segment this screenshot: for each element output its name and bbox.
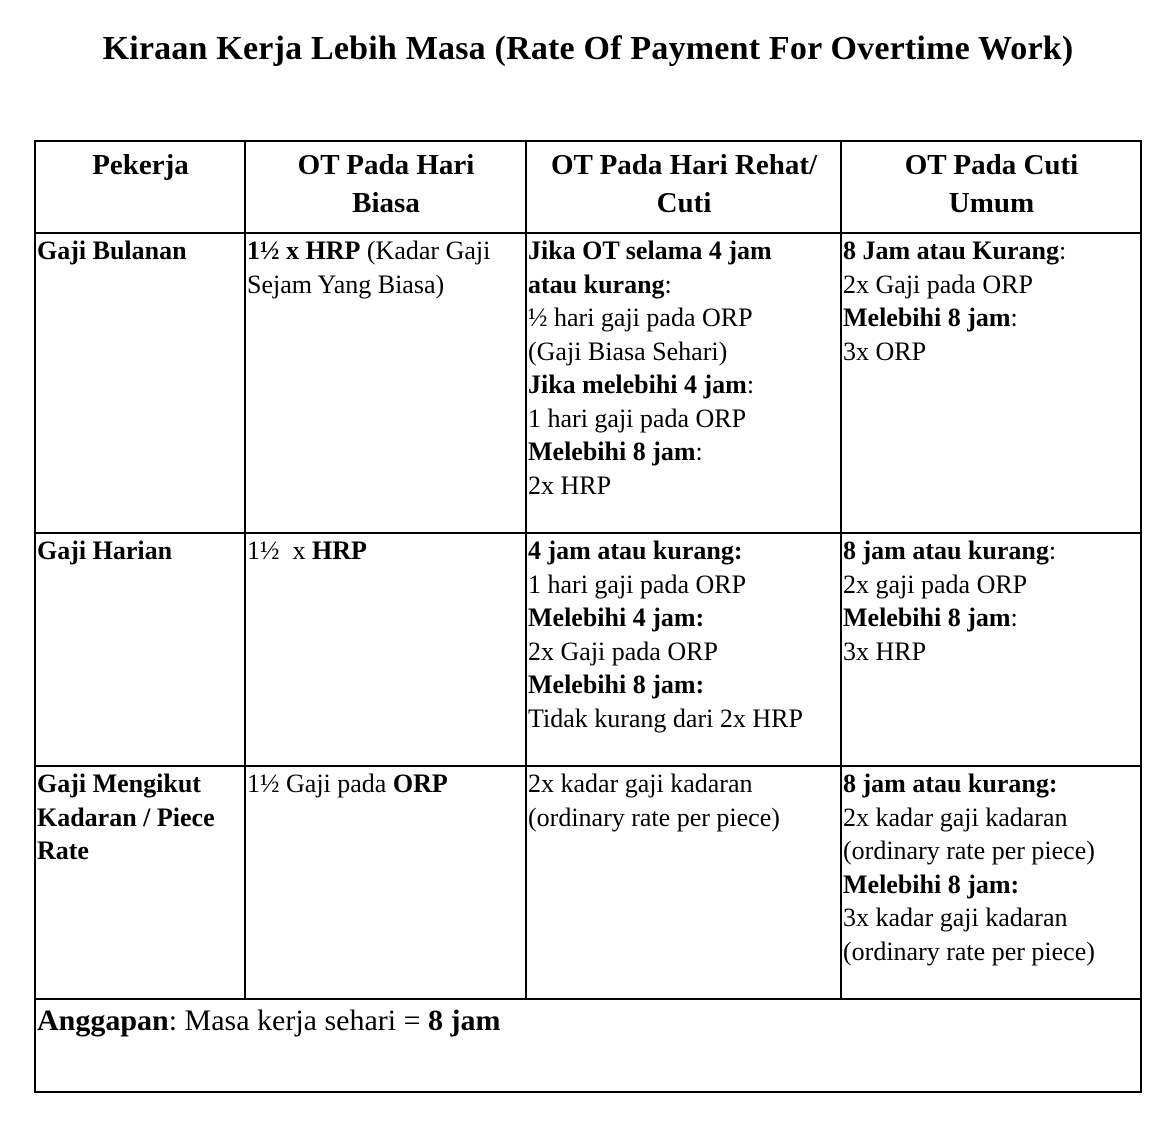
header-ot-hari-biasa: OT Pada Hari Biasa	[245, 141, 526, 233]
table-row	[35, 533, 1141, 766]
cell-pekerja: Gaji Bulanan	[35, 233, 245, 533]
cell-ot-hari-biasa: 1½ x HRP (Kadar Gaji Sejam Yang Biasa)	[245, 233, 526, 533]
header-pekerja: Pekerja	[35, 141, 245, 233]
cell-ot-hari-rehat: 2x kadar gaji kadaran (ordinary rate per piece)	[526, 766, 841, 999]
table-row	[35, 233, 1141, 533]
cell-pekerja: Gaji Mengikut Kadaran / Piece Rate	[35, 766, 245, 999]
cell-ot-hari-rehat: 4 jam atau kurang: 1 hari gaji pada ORP Melebihi 4 jam: 2x Gaji pada ORP Melebihi 8 jam: Tidak kurang dari 2x HRP	[526, 533, 841, 766]
overtime-rate-table	[34, 140, 1142, 1093]
header-ot-cuti-umum: OT Pada Cuti Umum	[841, 141, 1141, 233]
table-row	[35, 766, 1141, 999]
cell-ot-hari-rehat: Jika OT selama 4 jam atau kurang: ½ hari gaji pada ORP (Gaji Biasa Sehari) Jika melebihi 4 jam: 1 hari gaji pada ORP Melebihi 8 jam: 2x HRP	[526, 233, 841, 533]
table-footer-row	[35, 999, 1141, 1092]
page-title: Kiraan Kerja Lebih Masa (Rate Of Payment For Overtime Work)	[102, 30, 1074, 67]
table-header-row	[35, 141, 1141, 233]
cell-ot-hari-biasa: 1½ x HRP	[245, 533, 526, 766]
assumption-note: Anggapan: Masa kerja sehari = 8 jam	[35, 999, 1141, 1092]
cell-pekerja: Gaji Harian	[35, 533, 245, 766]
cell-ot-hari-biasa: 1½ Gaji pada ORP	[245, 766, 526, 999]
cell-ot-cuti-umum: 8 jam atau kurang: 2x kadar gaji kadaran (ordinary rate per piece) Melebihi 8 jam: 3x kadar gaji kadaran (ordinary rate per piece)	[841, 766, 1141, 999]
header-ot-hari-rehat: OT Pada Hari Rehat/ Cuti	[526, 141, 841, 233]
cell-ot-cuti-umum: 8 Jam atau Kurang: 2x Gaji pada ORP Melebihi 8 jam: 3x ORP	[841, 233, 1141, 533]
cell-ot-cuti-umum: 8 jam atau kurang: 2x gaji pada ORP Melebihi 8 jam: 3x HRP	[841, 533, 1141, 766]
